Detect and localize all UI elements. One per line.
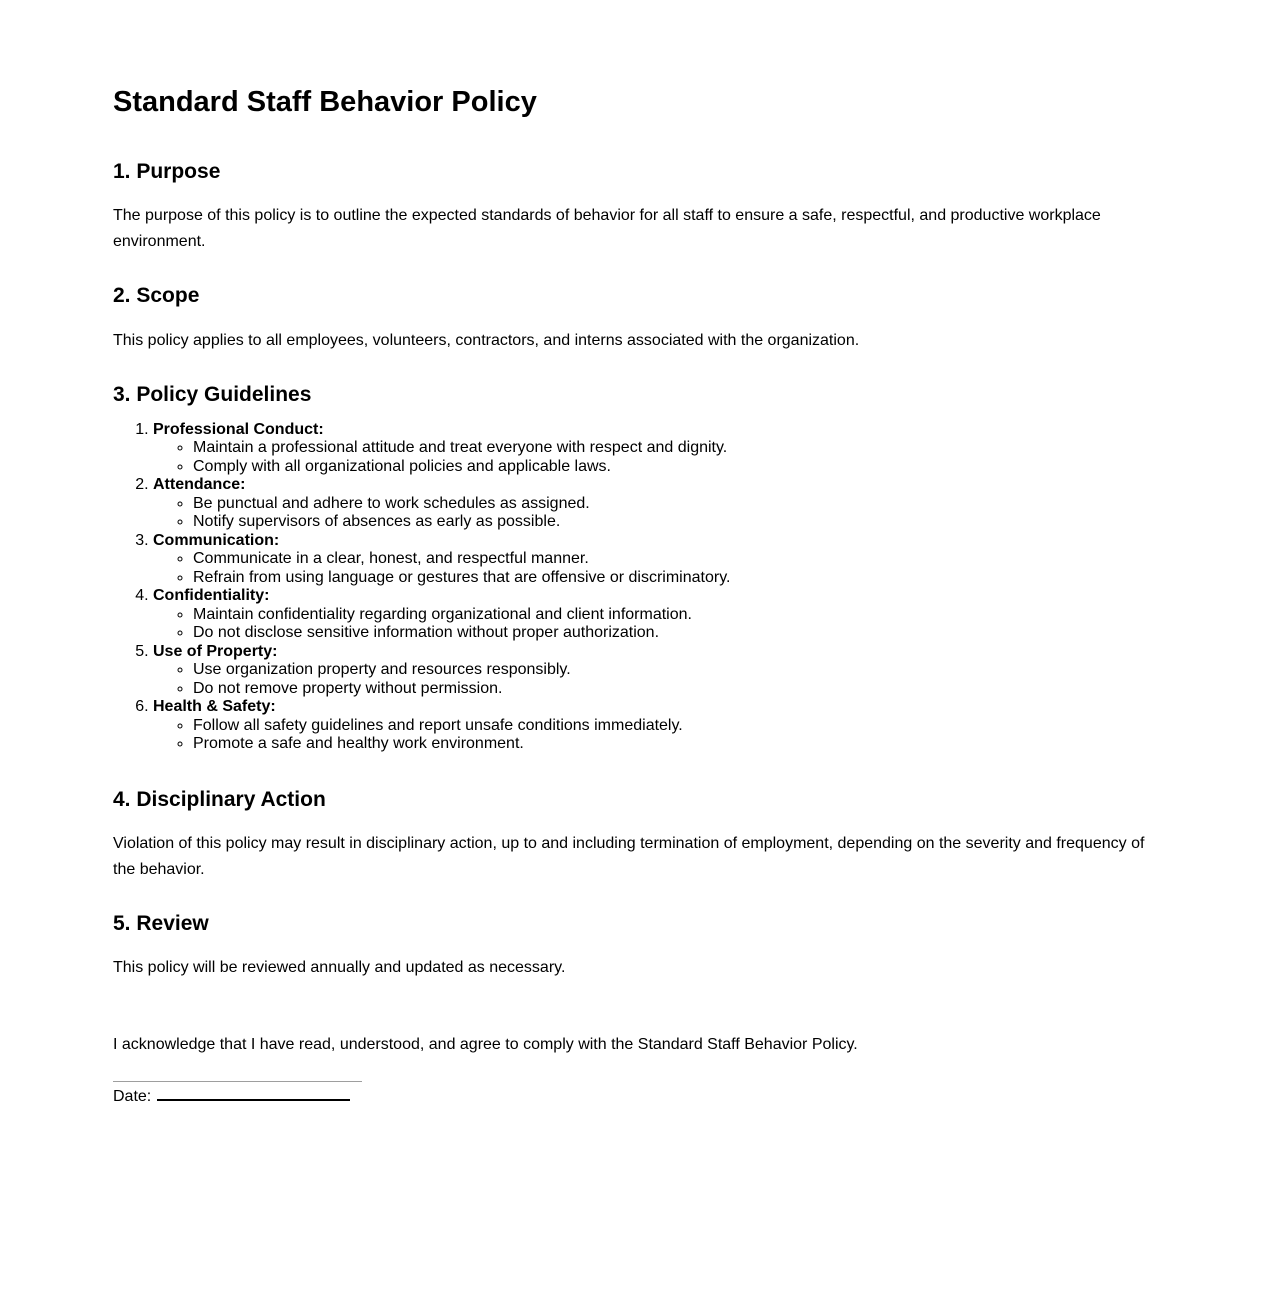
guideline-title: Health & Safety: (153, 698, 276, 716)
guideline-item-health-safety (153, 698, 1165, 754)
guideline-item-confidentiality (153, 587, 1165, 643)
guideline-sublist (153, 717, 1165, 754)
guideline-point: ◦ Maintain confidentiality regarding organizational and client information. (193, 606, 1165, 625)
heading-scope: 2. Scope (113, 284, 200, 308)
scope-paragraph: This policy applies to all employees, volunteers, contractors, and interns associated with the organization. (113, 331, 860, 349)
guideline-point: ◦ Use organization property and resources responsibly. (193, 661, 1165, 680)
guideline-point: ◦ Follow all safety guidelines and report unsafe conditions immediately. (193, 717, 1165, 736)
guideline-point: ◦ Promote a safe and healthy work environment. (193, 735, 1165, 754)
policy-guidelines-list (113, 421, 1165, 754)
guideline-point: ◦ Communicate in a clear, honest, and respectful manner. (193, 550, 1165, 569)
guideline-sublist (153, 550, 1165, 587)
page-title: Standard Staff Behavior Policy (113, 86, 537, 118)
section-disciplinary-action (113, 788, 1165, 883)
guideline-sublist (153, 606, 1165, 643)
guideline-title: Use of Property: (153, 642, 278, 660)
heading-purpose: 1. Purpose (113, 160, 221, 184)
date-label: Date: (113, 1088, 152, 1106)
guideline-point: ◦ Be punctual and adhere to work schedules as assigned. (193, 495, 1165, 514)
guideline-item-use-of-property (153, 643, 1165, 699)
date-blank (157, 1086, 350, 1101)
section-review (113, 912, 1165, 981)
guideline-title: Confidentiality: (153, 587, 270, 605)
date-line (113, 1086, 1165, 1107)
guideline-point: ◦ Notify supervisors of absences as early as possible. (193, 513, 1165, 532)
guideline-title: Communication: (153, 531, 280, 549)
purpose-paragraph: The purpose of this policy is to outline the expected standards of behavior for all staff to ensure a safe, respectful, and productive workplace environment. (113, 207, 1101, 251)
section-purpose (113, 160, 1165, 255)
guideline-item-attendance (153, 476, 1165, 532)
heading-disciplinary-action: 4. Disciplinary Action (113, 787, 326, 811)
guideline-sublist (153, 439, 1165, 476)
acknowledgement-paragraph: I acknowledge that I have read, understood, and agree to comply with the Standard Staff Behavior Policy. (113, 1036, 858, 1054)
guideline-sublist (153, 661, 1165, 698)
guideline-point: ◦ Comply with all organizational policies and applicable laws. (193, 458, 1165, 477)
guideline-title: Attendance: (153, 476, 246, 494)
review-paragraph: This policy will be reviewed annually and updated as necessary. (113, 959, 566, 977)
section-policy-guidelines (113, 383, 1165, 754)
guideline-point: ◦ Do not disclose sensitive information without proper authorization. (193, 624, 1165, 643)
guideline-point: ◦ Refrain from using language or gestures that are offensive or discriminatory. (193, 569, 1165, 588)
guideline-point: ◦ Maintain a professional attitude and treat everyone with respect and dignity. (193, 439, 1165, 458)
disciplinary-paragraph: Violation of this policy may result in disciplinary action, up to and including termination of employment, depending on the severity and frequency of the behavior. (113, 834, 1145, 878)
guideline-title: Professional Conduct: (153, 420, 324, 438)
guideline-item-professional-conduct (153, 421, 1165, 477)
guideline-sublist (153, 495, 1165, 532)
guideline-point: ◦ Do not remove property without permission. (193, 680, 1165, 699)
section-scope (113, 284, 1165, 353)
signature-line (113, 1081, 362, 1082)
heading-review: 5. Review (113, 911, 209, 935)
heading-policy-guidelines: 3. Policy Guidelines (113, 382, 312, 406)
guideline-item-communication (153, 532, 1165, 588)
